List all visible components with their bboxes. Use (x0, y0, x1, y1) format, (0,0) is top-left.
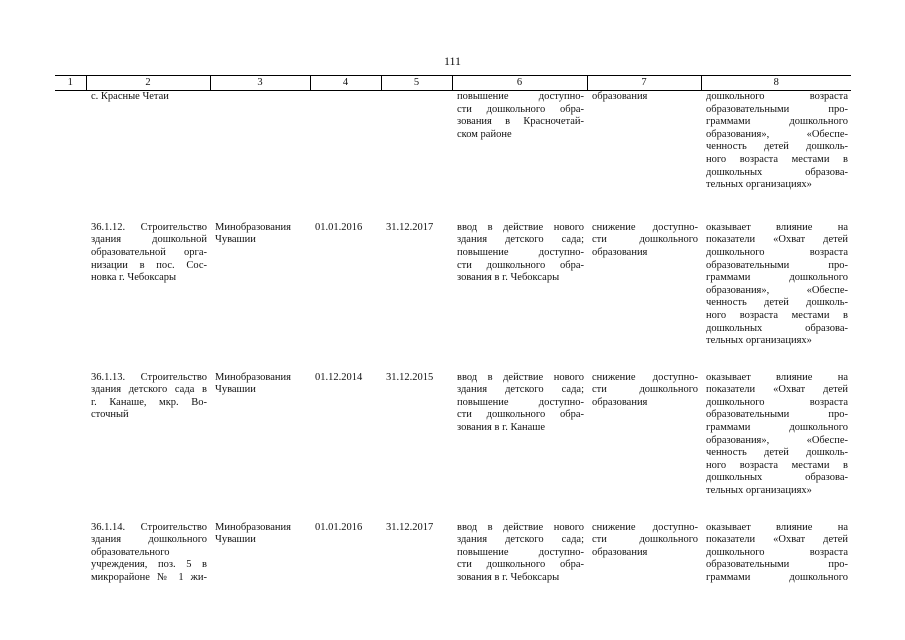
column-number: 1 (55, 76, 86, 91)
cell-result (452, 522, 587, 585)
cell-end (381, 372, 452, 522)
text-line: Минобразования (215, 521, 291, 533)
text-line: образования (592, 546, 648, 558)
text-line: ском районе (457, 128, 512, 140)
table-row (55, 222, 851, 372)
text-line: повышение доступно- (457, 246, 584, 258)
column-number: 6 (452, 76, 587, 91)
text-line: оказывает влияние на (706, 371, 848, 383)
cell-executor (210, 91, 310, 222)
cell-name (86, 372, 210, 522)
cell-consequence (587, 91, 701, 222)
text-line: показатели «Охват детей (706, 384, 848, 396)
cell-start (310, 372, 381, 522)
column-number-row (55, 76, 851, 91)
cell-number (55, 222, 86, 372)
text-line: образования», «Обеспе- (706, 284, 848, 296)
cell-consequence (587, 372, 701, 522)
text-line: ввод в действие нового (457, 221, 584, 233)
text-line: ного возраста местами в (706, 153, 848, 165)
text-line: образовательными про- (706, 559, 848, 571)
cell-executor (210, 222, 310, 372)
text-line: показатели «Охват детей (706, 534, 848, 546)
text-line: повышение доступно- (457, 91, 584, 102)
text-line: ченность детей дошколь- (706, 297, 848, 309)
text-line: 36.1.13. Строительство (91, 371, 207, 383)
text-line: сти дошкольного обра- (457, 409, 584, 421)
cell-influence (701, 91, 851, 222)
text-line: дошкольных образова- (706, 472, 848, 484)
text-line: дошкольного возраста (706, 546, 848, 558)
cell-influence (701, 372, 851, 522)
cell-end (381, 91, 452, 222)
text-line: граммами дошкольного (706, 116, 848, 128)
text-line: граммами дошкольного (706, 422, 848, 434)
text-line: здания дошкольной (91, 234, 207, 246)
page-number: 111 (443, 54, 462, 68)
text-line: образовательными про- (706, 103, 848, 115)
text-line: тельных организациях» (706, 335, 812, 347)
text-line: здания детского сада в (91, 384, 207, 396)
text-line: образования», «Обеспе- (706, 434, 848, 446)
text-line: тельных организациях» (706, 485, 812, 497)
text-line: зования в г. Канаше (457, 422, 546, 434)
text-line: сточный (91, 409, 129, 421)
cell-executor (210, 522, 310, 585)
text-line: ного возраста местами в (706, 309, 848, 321)
text-line: ченность детей дошколь- (706, 447, 848, 459)
text-line: 36.1.14. Строительство (91, 521, 207, 533)
text-line: образования (592, 246, 648, 258)
text-line: ввод в действие нового (457, 371, 584, 383)
table-row (55, 522, 851, 585)
text-line: тельных организациях» (706, 179, 812, 191)
text-line: микрорайоне № 1 жи- (91, 572, 207, 583)
text-line: образования (592, 91, 648, 102)
column-number: 7 (587, 76, 701, 91)
text-line: зования в Красночетай- (457, 116, 584, 128)
text-line: граммами дошкольного (706, 572, 848, 583)
text-line: ного возраста местами в (706, 459, 848, 471)
column-number: 4 (310, 76, 381, 91)
text-line: здания детского сада; (457, 234, 584, 246)
text-line: сти дошкольного (592, 234, 698, 246)
text-line: Минобразования (215, 371, 291, 383)
cell-name (86, 91, 210, 222)
text-line: 36.1.12. Строительство (91, 221, 207, 233)
cell-result (452, 372, 587, 522)
text-line: г. Канаше, мкр. Во- (91, 396, 207, 408)
text-line: сти дошкольного обра- (457, 559, 584, 571)
text-line: образовательными про- (706, 409, 848, 421)
text-line: образования», «Обеспе- (706, 128, 848, 140)
table-row (55, 372, 851, 522)
text-line: повышение доступно- (457, 546, 584, 558)
cell-start (310, 522, 381, 585)
text-line: Чувашии (215, 234, 256, 246)
cell-number (55, 91, 86, 222)
table-row-continuation (55, 91, 851, 222)
text-line: учреждения, поз. 5 в (91, 559, 207, 571)
column-number: 8 (701, 76, 851, 91)
cell-influence (701, 522, 851, 585)
text-line: дошкольных образова- (706, 322, 848, 334)
text-line: здания детского сада; (457, 384, 584, 396)
text-line: ввод в действие нового (457, 521, 584, 533)
text-line: граммами дошкольного (706, 272, 848, 284)
text-line: дошкольного возраста (706, 396, 848, 408)
text-line: снижение доступно- (592, 521, 698, 533)
text-line: сти дошкольного (592, 384, 698, 396)
text-line: дошкольного возраста (706, 91, 848, 102)
text-line: оказывает влияние на (706, 221, 848, 233)
text-line: Минобразования (215, 221, 291, 233)
column-number: 2 (86, 76, 210, 91)
cell-result (452, 222, 587, 372)
text-line: здания дошкольного (91, 534, 207, 546)
cell-consequence (587, 222, 701, 372)
text-line: сти дошкольного (592, 534, 698, 546)
text-line: сти дошкольного обра- (457, 103, 584, 115)
text-line: оказывает влияние на (706, 521, 848, 533)
cell-consequence (587, 522, 701, 585)
text-line: Чувашии (215, 534, 256, 546)
text-line: повышение доступно- (457, 396, 584, 408)
cell-number (55, 372, 86, 522)
text-line: образовательными про- (706, 259, 848, 271)
text-line: ченность детей дошколь- (706, 141, 848, 153)
start-date: 01.12.2014 (315, 371, 363, 383)
cell-influence (701, 222, 851, 372)
start-date: 01.01.2016 (315, 521, 363, 533)
text-line: с. Красные Четаи (91, 91, 169, 102)
cell-start (310, 91, 381, 222)
cell-end (381, 522, 452, 585)
text-line: снижение доступно- (592, 221, 698, 233)
cell-start (310, 222, 381, 372)
end-date: 31.12.2017 (386, 221, 434, 233)
end-date: 31.12.2015 (386, 371, 434, 383)
cell-name (86, 522, 210, 585)
cell-name (86, 222, 210, 372)
text-line: снижение доступно- (592, 371, 698, 383)
start-date: 01.01.2016 (315, 221, 363, 233)
text-line: Чувашии (215, 384, 256, 396)
cell-executor (210, 372, 310, 522)
text-line: дошкольных образова- (706, 166, 848, 178)
text-line: дошкольного возраста (706, 246, 848, 258)
measures-table (55, 75, 851, 585)
cell-result (452, 91, 587, 222)
text-line: показатели «Охват детей (706, 234, 848, 246)
column-number: 3 (210, 76, 310, 91)
text-line: образования (592, 396, 648, 408)
cell-end (381, 222, 452, 372)
column-number: 5 (381, 76, 452, 91)
text-line: образовательной орга- (91, 246, 207, 258)
cell-number (55, 522, 86, 585)
text-line: зования в г. Чебоксары (457, 272, 560, 284)
text-line: сти дошкольного обра- (457, 259, 584, 271)
text-line: низации в пос. Сос- (91, 259, 207, 271)
end-date: 31.12.2017 (386, 521, 434, 533)
text-line: здания детского сада; (457, 534, 584, 546)
text-line: новка г. Чебоксары (91, 272, 177, 284)
text-line: зования в г. Чебоксары (457, 572, 560, 583)
text-line: образовательного (91, 546, 170, 558)
